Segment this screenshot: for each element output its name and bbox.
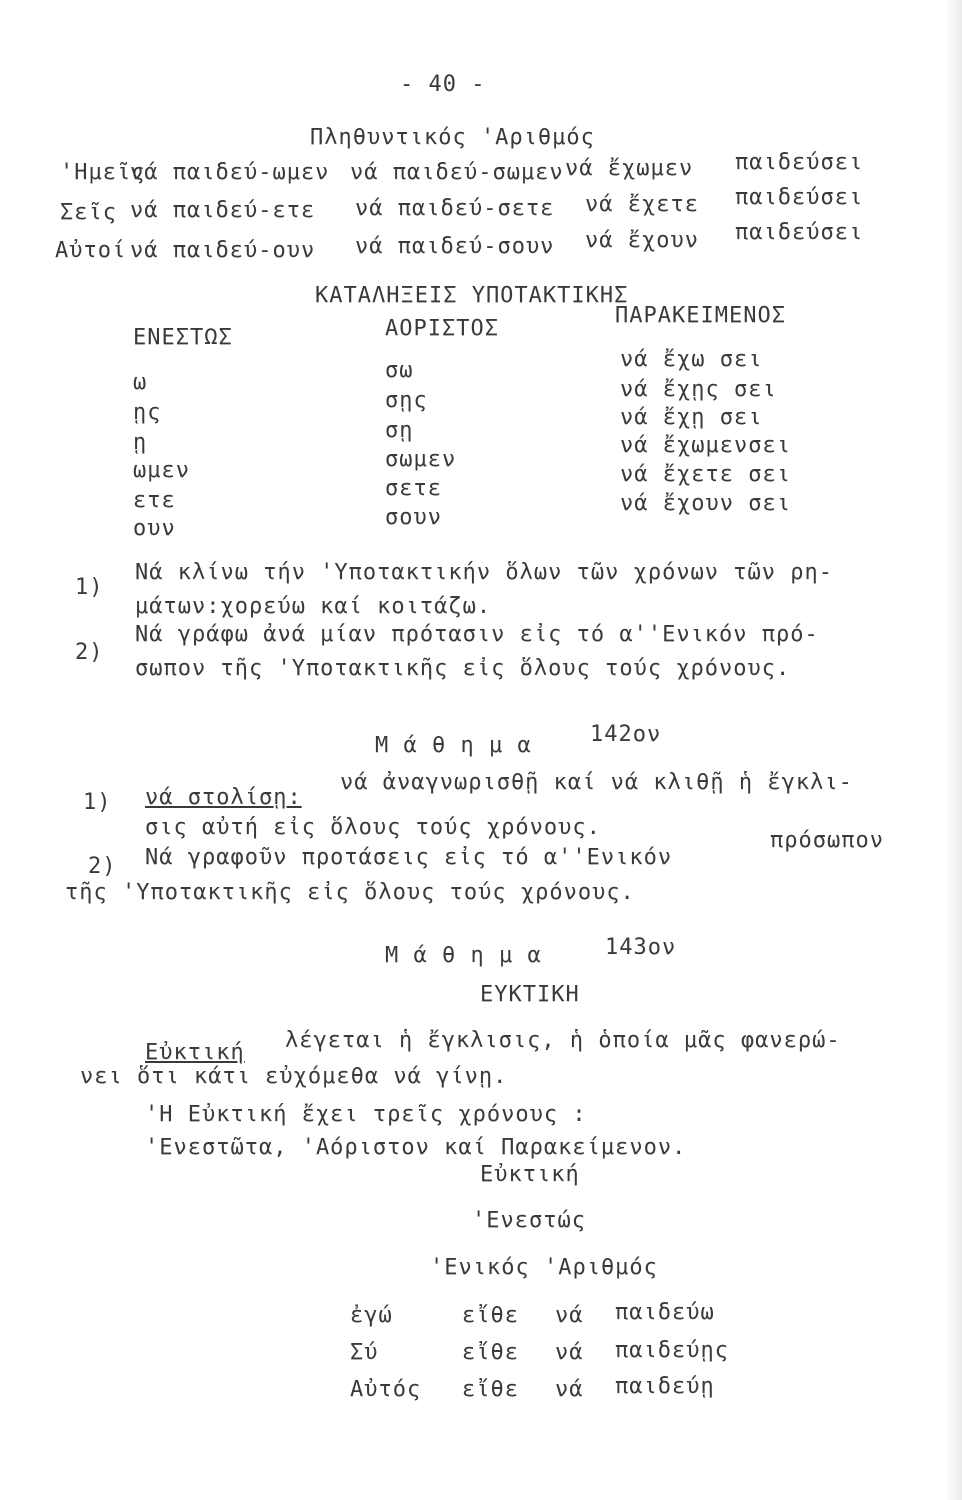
plural-aorist: νά παιδεύ-σωμεν — [350, 160, 564, 185]
exercise-number: 1) — [75, 575, 104, 600]
exercise-text: Νά γράφω ἀνά μίαν πρότασιν εἰς τό α''Ενικόν πρό- — [135, 622, 819, 647]
exercise-number: 2) — [88, 854, 117, 879]
exercise-text: νά ἀναγνωρισθῇ καί νά κλιθῇ ἡ ἔγκλι- — [340, 770, 853, 795]
page-number: - 40 - — [400, 72, 486, 97]
section-title: ΕΥΚΤΙΚΗ — [480, 982, 580, 1007]
ending-perfect: νά ἔχετε σει — [620, 462, 791, 487]
exercise-text: μάτων:χορεύω καί κοιτάζω. — [135, 594, 492, 619]
plural-pronoun: 'Ημεῖς — [60, 160, 146, 185]
exercise-text: πρόσωπον — [770, 828, 884, 853]
optative-pronoun: Αὐτός — [350, 1377, 422, 1402]
body-text: 'Η Εὐκτική ἔχει τρεῖς χρόνους : — [145, 1102, 587, 1127]
optative-particle: εἴθε — [462, 1303, 519, 1328]
exercise-number: 2) — [75, 640, 104, 665]
page-edge-shadow — [948, 0, 962, 1500]
ending-present: ω — [133, 370, 148, 395]
lesson-number: 143ον — [605, 935, 677, 960]
optative-particle: εἴθε — [462, 1340, 519, 1365]
exercise-text: σις αὐτή εἰς ὅλους τούς χρόνους. — [145, 815, 601, 840]
plural-heading: Πληθυντικός 'Αριθμός — [310, 125, 595, 150]
optative-na: νά — [555, 1377, 584, 1402]
ending-aorist: σετε — [385, 476, 442, 501]
plural-perfect-aux: νά ἔχετε — [585, 192, 699, 217]
endings-heading: ΚΑΤΑΛΗΞΕΙΣ ΥΠΟΤΑΚΤΙΚΗΣ — [315, 283, 629, 308]
endings-col-perfect: ΠΑΡΑΚΕΙΜΕΝΟΣ — [615, 303, 786, 328]
ending-aorist: σῃς — [385, 388, 428, 413]
ending-perfect: νά ἔχουν σει — [620, 491, 791, 516]
plural-present: νά παιδεύ-ωμεν — [130, 160, 330, 185]
plural-perfect-aux: νά ἔχουν — [585, 228, 699, 253]
optative-verb: παιδεύῃς — [615, 1338, 729, 1363]
plural-perfect-verb: παιδεύσει — [735, 150, 864, 175]
plural-perfect-verb: παιδεύσει — [735, 220, 864, 245]
ending-present: ῃ — [133, 430, 148, 455]
exercise-keyword: νά στολίσῃ: — [145, 785, 302, 810]
lesson-title: Μ ά θ η μ α — [385, 943, 542, 968]
definition-text: νει ὅτι κάτι εὐχόμεθα νά γίνῃ. — [80, 1064, 508, 1089]
ending-perfect: νά ἔχῃς σει — [620, 377, 777, 402]
optative-na: νά — [555, 1340, 584, 1365]
exercise-text: τῆς 'Υποτακτικῆς εἰς ὅλους τούς χρόνους. — [65, 880, 635, 905]
exercise-number: 1) — [83, 790, 112, 815]
ending-perfect: νά ἔχῃ σει — [620, 405, 763, 430]
plural-present: νά παιδεύ-ουν — [130, 238, 316, 263]
number-heading: 'Ενικός 'Αριθμός — [430, 1255, 658, 1280]
ending-perfect: νά ἔχωμενσει — [620, 433, 791, 458]
endings-col-present: ΕΝΕΣΤΩΣ — [133, 325, 233, 350]
plural-pronoun: Αὐτοί — [55, 238, 127, 263]
plural-pronoun: Σεῖς — [60, 200, 117, 225]
ending-aorist: σω — [385, 358, 414, 383]
exercise-text: Νά γραφοῦν προτάσεις εἰς τό α''Ενικόν — [145, 845, 673, 870]
tense-heading: 'Ενεστώς — [472, 1208, 586, 1233]
optative-verb: παιδεύω — [615, 1300, 715, 1325]
optative-pronoun: ἐγώ — [350, 1303, 393, 1328]
definition-keyword: Εὐκτική — [145, 1040, 245, 1065]
plural-aorist: νά παιδεύ-σουν — [355, 234, 555, 259]
optative-verb: παιδεύῃ — [615, 1374, 715, 1399]
ending-aorist: σῃ — [385, 418, 414, 443]
plural-perfect-aux: νά ἔχωμεν — [565, 156, 694, 181]
plural-perfect-verb: παιδεύσει — [735, 185, 864, 210]
ending-aorist: σωμεν — [385, 447, 457, 472]
endings-col-aorist: ΑΟΡΙΣΤΟΣ — [385, 316, 499, 341]
ending-aorist: σουν — [385, 505, 442, 530]
table-title: Εὐκτική — [480, 1162, 580, 1187]
body-text: 'Ενεστῶτα, 'Αόριστον καί Παρακείμενον. — [145, 1135, 687, 1160]
ending-present: ωμεν — [133, 458, 190, 483]
ending-present: ουν — [133, 516, 176, 541]
plural-present: νά παιδεύ-ετε — [130, 198, 316, 223]
ending-present: ετε — [133, 488, 176, 513]
lesson-title: Μ ά θ η μ α — [375, 733, 532, 758]
lesson-number: 142ον — [590, 722, 662, 747]
optative-particle: εἴθε — [462, 1377, 519, 1402]
exercise-text: Νά κλίνω τήν 'Υποτακτικήν ὅλων τῶν χρόνων τῶν ρη- — [135, 560, 834, 585]
ending-present: ῃς — [133, 400, 162, 425]
ending-perfect: νά ἔχω σει — [620, 347, 763, 372]
optative-pronoun: Σύ — [350, 1340, 379, 1365]
definition-text: λέγεται ἡ ἔγκλισις, ἡ ὁποία μᾶς φανερώ- — [285, 1028, 841, 1053]
optative-na: νά — [555, 1303, 584, 1328]
plural-aorist: νά παιδεύ-σετε — [355, 196, 555, 221]
exercise-text: σωπον τῆς 'Υποτακτικῆς εἰς ὅλους τούς χρόνους. — [135, 656, 791, 681]
